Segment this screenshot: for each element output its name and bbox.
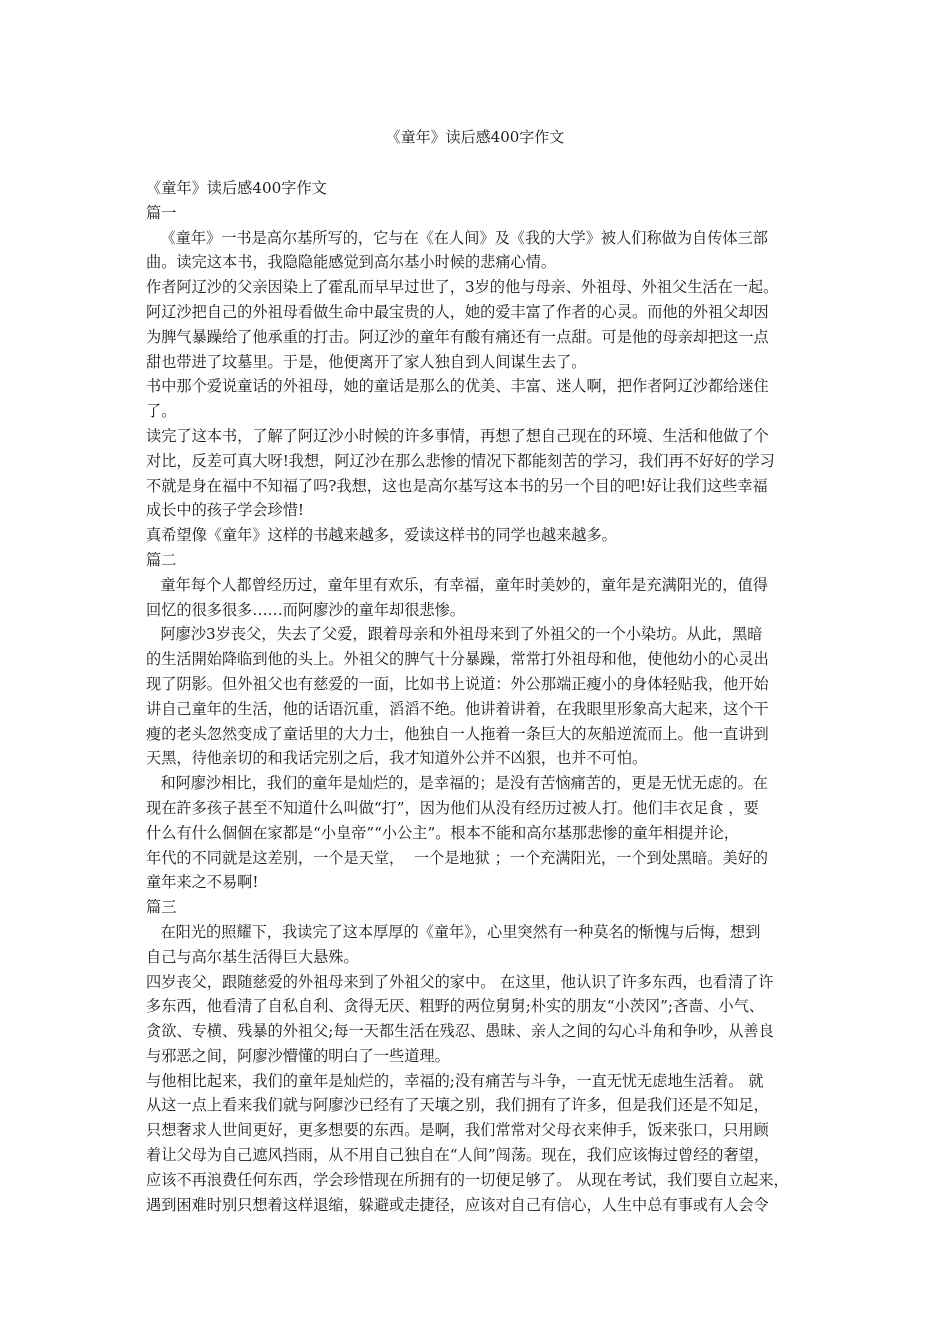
text-line: 讲自己童年的生活，他的话语沉重，滔滔不绝。他讲着讲着，在我眼里形象高大起来，这个干 [146,699,769,718]
text-line: 只想奢求人世间更好，更多想要的东西。是啊，我们常常对父母衣来伸手，饭来张口，只用顾 [146,1121,769,1140]
text-line: 篇一 [146,203,177,222]
text-line: 甜也带进了坟墓里。于是，他便离开了家人独自到人间谋生去了。 [146,352,587,371]
text-line: 遇到困难时别只想着这样退缩，躲避或走捷径，应该对自己有信心，人生中总有事或有人会令 [146,1195,769,1214]
text-line: 应该不再浪费任何东西，学会珍惜现在所拥有的一切便足够了。 从现在考试，我们要自立起来， [146,1170,789,1189]
text-line: 与邪恶之间，阿廖沙懵懂的明白了一些道理。 [146,1046,450,1065]
text-line: 在阳光的照耀下，我读完了这本厚厚的《童年》，心里突然有一种莫名的惭愧与后悔，想到 [146,922,761,941]
text-line: 成长中的孩子学会珍惜! [146,501,304,520]
text-line: 真希望像《童年》这样的书越来越多，爱读这样书的同学也越来越多。 [146,526,617,545]
text-line: 回忆的很多很多……而阿廖沙的童年却很悲惨。 [146,600,465,619]
document-body [146,176,826,1217]
text-line: 不就是身在福中不知福了吗?我想，这也是高尔基写这本书的另一个目的吧!好让我们这些幸福 [146,476,768,495]
text-line: 童年每个人都曾经历过，童年里有欢乐，有幸福，童年时美妙的，童年是充满阳光的，值得 [146,575,768,594]
text-line: 贪欲、专横、残暴的外祖父;每一天都生活在残忍、愚昧、亲人之间的勾心斗角和争吵，从善良 [146,1022,774,1041]
text-line: 与他相比起来，我们的童年是灿烂的，幸福的;没有痛苦与斗争，一直无忧无虑地生活着。 就 [146,1071,764,1090]
text-line: 自己与高尔基生活得巨大悬殊。 [146,947,359,966]
text-line: 什么有什么個個在家都是“小皇帝”“小公主”。根本不能和高尔基那悲惨的童年相提并论， [146,823,739,842]
text-line: 天黑，待他亲切的和我话完别之后，我才知道外公并不凶狠，也并不可怕。 [146,749,648,768]
text-line: 《童年》一书是高尔基所写的，它与在《在人间》及《我的大学》被人们称做为自传体三部 [146,228,768,247]
text-line: 童年来之不易啊! [146,873,259,892]
text-line: 曲。读完这本书，我隐隐能感觉到高尔基小时候的悲痛心情。 [146,253,557,272]
text-line: 读完了这本书，了解了阿辽沙小时候的许多事情，再想了想自己现在的环境、生活和他做了个 [146,426,769,445]
text-line: 了。 [146,402,177,421]
text-line: 对比，反差可真大呀!我想，阿辽沙在那么悲惨的情况下都能刻苦的学习，我们再不好好的学习 [146,451,775,470]
text-line: 现在許多孩子甚至不知道什么叫做“打”，因为他们从没有经历过被人打。他们丰衣足食 ，要 [146,798,759,817]
text-line: 从这一点上看来我们就与阿廖沙已经有了天壤之别，我们拥有了许多，但是我们还是不知足， [146,1096,769,1115]
text-line: 《童年》读后感400字作文 [146,179,327,197]
text-line: 书中那个爱说童话的外祖母，她的童话是那么的优美、丰富、迷人啊，把作者阿辽沙都给迷住 [146,377,769,396]
text-line: 作者阿辽沙的父亲因染上了霍乱而早早过世了，3岁的他与母亲、外祖母、外祖父生活在一起。 [146,278,779,297]
text-line: 瘦的老头忽然变成了童话里的大力士，他独自一人拖着一条巨大的灰船逆流而上。他一直讲到 [146,724,769,743]
text-line: 年代的不同就是这差别，一个是天堂， 一个是地狱 ；一个充满阳光，一个到处黑暗。美好的 [146,848,768,867]
text-line: 阿廖沙3岁丧父，失去了父爱，跟着母亲和外祖母来到了外祖父的一个小染坊。从此，黑暗 [146,625,763,644]
text-line: 现了阴影。但外祖父也有慈爱的一面，比如书上说道：外公那端正瘦小的身体轻贴我，他开始 [146,674,769,693]
text-line: 阿辽沙把自己的外祖母看做生命中最宝贵的人，她的爱丰富了作者的心灵。而他的外祖父却因 [146,302,769,321]
text-line: 的生活開始降临到他的头上。外祖父的脾气十分暴躁，常常打外祖母和他，使他幼小的心灵出 [146,650,769,669]
document-title: 《童年》读后感400字作文 [385,128,565,146]
text-line: 篇二 [146,550,177,569]
text-line: 多东西，他看清了自私自利、贪得无厌、粗野的两位舅舅;朴实的朋友“小茨冈”;吝啬、小气、 [146,997,765,1016]
text-line: 和阿廖沙相比，我们的童年是灿烂的，是幸福的；是没有苦恼痛苦的，更是无忧无虑的。在 [146,774,768,793]
text-line: 四岁丧父，跟随慈爱的外祖母来到了外祖父的家中。 在这里，他认识了许多东西，也看清了许 [146,972,774,991]
text-line: 为脾气暴躁给了他承重的打击。阿辽沙的童年有酸有痛还有一点甜。可是他的母亲却把这一点 [146,327,769,346]
text-line: 着让父母为自己遮风挡雨，从不用自己独自在“人间”闯荡。现在，我们应该悔过曾经的奢望， [146,1146,770,1165]
text-line: 篇三 [146,898,177,917]
